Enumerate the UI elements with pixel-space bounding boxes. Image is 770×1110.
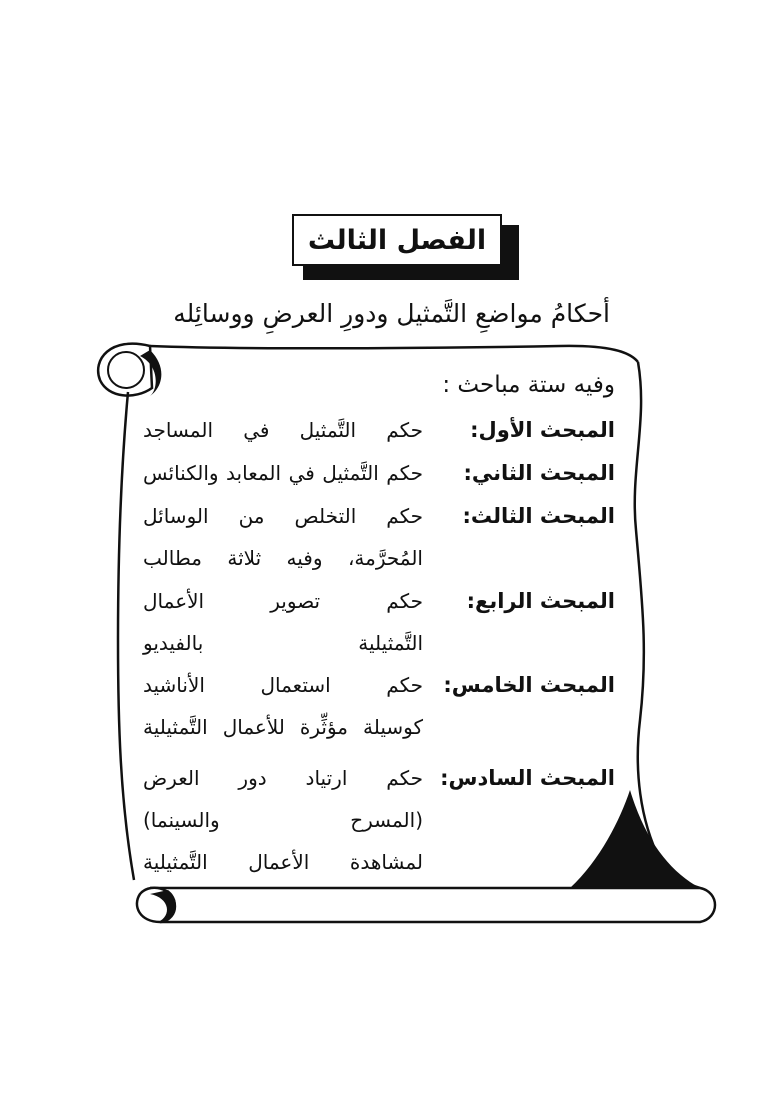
section-line: لمشاهدة الأعمال التَّمثيلية: [143, 850, 423, 874]
section-line: حكم ارتياد دور العرض: [143, 766, 423, 790]
scroll-right-edge: [635, 362, 700, 888]
section-label: المبحث الثالث:: [462, 504, 615, 528]
scroll-left-edge: [118, 392, 134, 880]
section-line: التَّمثيلية بالفيديو: [143, 631, 423, 655]
section-label: المبحث الخامس:: [443, 673, 615, 697]
section-line: حكم التَّمثيل في المعابد والكنائس: [143, 461, 423, 485]
section-line: حكم التَّمثيل في المساجد: [143, 418, 423, 442]
section-line: حكم تصوير الأعمال: [143, 589, 423, 613]
scroll-bottom-flourish: [570, 790, 700, 888]
section-line: كوسيلة مؤثِّرة للأعمال التَّمثيلية: [143, 715, 423, 739]
chapter-title: الفصل الثالث: [307, 224, 487, 256]
scroll-top-edge: [150, 346, 638, 362]
section-line: حكم استعمال الأناشيد: [143, 673, 423, 697]
chapter-title-box: [292, 214, 502, 266]
section-line: (المسرح والسينما): [143, 808, 423, 832]
section-label: المبحث الرابع:: [466, 589, 615, 613]
section-label: المبحث الأول:: [470, 418, 615, 442]
sections-intro: وفيه ستة مباحث :: [442, 372, 615, 398]
scroll-bottom-roll: [150, 888, 715, 922]
section-line: المُحرَّمة، وفيه ثلاثة مطالب: [143, 546, 423, 570]
section-line: حكم التخلص من الوسائل: [143, 504, 423, 528]
section-label: المبحث السادس:: [440, 766, 615, 790]
scroll-top-curl-inner: [108, 352, 144, 388]
section-label: المبحث الثاني:: [463, 461, 615, 485]
chapter-subtitle: أحكامُ مواضعِ التَّمثيل ودورِ العرضِ ووسائِله: [173, 299, 610, 328]
